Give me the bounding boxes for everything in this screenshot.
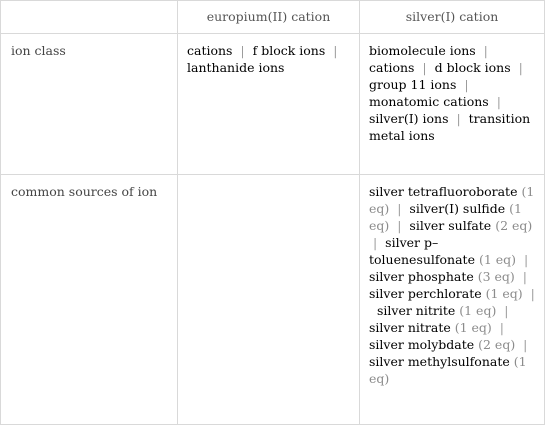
source-count: (2 eq) — [495, 218, 533, 233]
sources-europium — [178, 175, 360, 425]
source-name: silver phosphate — [369, 269, 474, 284]
list-item: transition metal ions — [369, 111, 531, 143]
source-count: (1 eq) — [369, 354, 527, 386]
source-count: (2 eq) — [478, 337, 516, 352]
list-item: d block ions — [434, 60, 511, 75]
source-name: silver methylsulfonate — [369, 354, 510, 369]
source-name: silver sulfate — [409, 218, 492, 233]
row-label-ion-class: ion class — [1, 34, 178, 175]
row-ion-class — [1, 34, 545, 175]
list-item: cations — [369, 60, 415, 75]
list-item: biomolecule ions — [369, 43, 476, 58]
source-name: silver p–toluenesulfonate — [369, 235, 475, 267]
source-count: (1 eq) — [478, 252, 517, 267]
source-count: (1 eq) — [485, 286, 523, 301]
source-name: silver nitrate — [369, 320, 451, 335]
header-row — [1, 1, 545, 34]
source-name: silver tetrafluoroborate — [369, 184, 518, 199]
row-label-common-sources: common sources of ion — [1, 175, 178, 425]
source-count: (3 eq) — [477, 269, 515, 284]
list-item: cations — [187, 43, 233, 58]
header-empty — [1, 1, 178, 34]
list-item: group 11 ions — [369, 77, 457, 92]
list-item: monatomic cations — [369, 94, 489, 109]
source-name: silver molybdate — [369, 337, 475, 352]
source-name: silver nitrite — [376, 303, 456, 318]
source-count: (1 eq) — [369, 201, 522, 233]
header-silver: silver(I) cation — [360, 1, 545, 34]
list-item: silver(I) ions — [369, 111, 449, 126]
header-europium: europium(II) cation — [178, 1, 360, 34]
row-common-sources — [1, 175, 545, 425]
ion-class-europium: cations | f block ions | lanthanide ions — [178, 34, 360, 175]
source-count: (1 eq) — [369, 184, 535, 216]
sources-silver: silver tetrafluoroborate (1 eq) | silver(I) sulfide (1 eq) | silver sulfate (2 eq) | silver p–toluenesulfonate (1 eq) | silver phosphate (3 eq) | silver perchlorate (1 eq) | silver nitrite (1 eq) | silver nitrate (1 eq) | silver molybdate (2 eq) | silver methylsulfonate (1 eq) — [360, 175, 545, 425]
ion-class-silver: biomolecule ions | cations | d block ions | group 11 ions | monatomic cations | silver(I) ions | transition metal ions — [360, 34, 545, 175]
source-name: silver perchlorate — [369, 286, 482, 301]
source-count: (1 eq) — [454, 320, 492, 335]
source-count: (1 eq) — [459, 303, 497, 318]
source-name: silver(I) sulfide — [409, 201, 506, 216]
list-item: lanthanide ions — [187, 60, 285, 75]
list-item: f block ions — [252, 43, 326, 58]
